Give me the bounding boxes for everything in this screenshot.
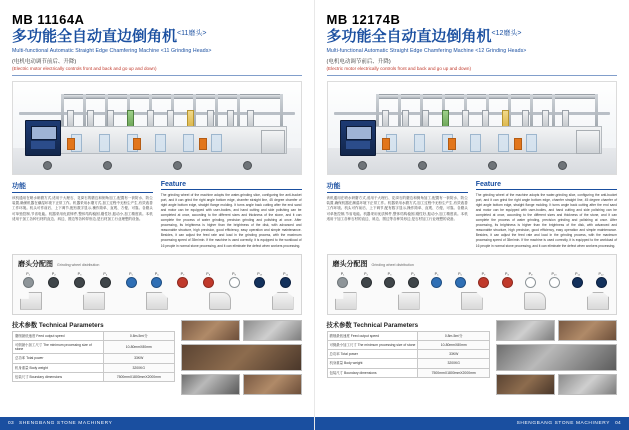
ghd-label: P₁₀ bbox=[551, 271, 557, 276]
feature-column-cn bbox=[12, 181, 153, 249]
stone-sample-gallery bbox=[496, 320, 617, 395]
edge-profile-icon bbox=[335, 292, 357, 310]
stone-sample-gallery bbox=[181, 320, 302, 395]
ghd-label: P₃ bbox=[387, 271, 392, 276]
ghd-item bbox=[278, 272, 294, 288]
stone-sample bbox=[181, 320, 240, 341]
table-row bbox=[13, 372, 175, 381]
feature-column-en bbox=[161, 181, 302, 249]
ghd-label: P₆ bbox=[154, 271, 159, 276]
ghd-label: P₉ bbox=[528, 271, 533, 276]
grinding-wheel-icon bbox=[151, 277, 162, 288]
grinding-wheel-icon bbox=[280, 277, 291, 288]
param-value: 33KW bbox=[418, 350, 489, 359]
ghd-title-cn: 磨头分配图 bbox=[332, 260, 368, 268]
grinding-wheel-icon bbox=[596, 277, 607, 288]
edge-profile-samples bbox=[333, 292, 612, 310]
grinding-wheel-icon bbox=[361, 277, 372, 288]
ghd-item bbox=[175, 272, 191, 288]
param-value: 0.8m-5m/分 bbox=[418, 331, 489, 340]
stone-sample bbox=[496, 344, 617, 371]
ghd-label: P₁₀ bbox=[257, 271, 263, 276]
parameters-title: 技术参数 Technical Parameters bbox=[326, 321, 419, 329]
page-title-heads: <12磨头> bbox=[491, 30, 522, 37]
param-value: 0.8m-5m/分 bbox=[103, 331, 174, 340]
stone-sample bbox=[558, 320, 617, 341]
grinding-head-distribution bbox=[327, 254, 618, 315]
ghd-label: P₂ bbox=[364, 271, 368, 276]
ghd-wheel-row bbox=[18, 272, 296, 288]
parameters-section bbox=[327, 320, 618, 395]
table-row bbox=[327, 350, 489, 359]
edge-profile-icon bbox=[461, 292, 483, 310]
parameters-table bbox=[12, 331, 175, 383]
table-row bbox=[327, 340, 489, 349]
param-value: 10-80mmX80mm bbox=[418, 340, 489, 349]
ghd-item bbox=[46, 272, 62, 288]
ghd-label: P₁ bbox=[26, 271, 30, 276]
table-row bbox=[327, 359, 489, 368]
grinding-wheel-icon bbox=[478, 277, 489, 288]
param-key: 磨削最低速度 Feed output speed bbox=[13, 331, 104, 340]
subtitle-cn: (电机电动调节前后、升降) bbox=[12, 58, 77, 65]
edge-profile-samples bbox=[18, 292, 296, 310]
grinding-wheel-icon bbox=[100, 277, 111, 288]
ghd-item bbox=[226, 272, 242, 288]
feature-section bbox=[12, 181, 302, 249]
subtitle-en: (Electric motor electrically controls front and back and go up and down) bbox=[326, 65, 472, 71]
grinding-wheel-icon bbox=[23, 277, 34, 288]
param-value: 10-80mmX80mm bbox=[103, 340, 174, 354]
grinding-wheel-icon bbox=[431, 277, 442, 288]
ghd-label: P₃ bbox=[77, 271, 82, 276]
param-key: 磨削最低速度 Feed output speed bbox=[327, 331, 418, 340]
edge-profile-icon bbox=[524, 292, 546, 310]
grinding-wheel-icon bbox=[408, 277, 419, 288]
stone-sample bbox=[496, 374, 555, 395]
divider bbox=[12, 75, 302, 76]
edge-profile-icon bbox=[209, 292, 231, 310]
param-value: 7500mmX1800mmX2000mm bbox=[103, 372, 174, 381]
param-value: 3200KG bbox=[103, 363, 174, 372]
feature-body-cn: 该机通用在喷水研磨方式,适用于大理石、花岗石的磨边和倒角加工,配置有一套防水、防尘装置,确保机器在潮湿环境下正常工作。机器采用水磨方式,加工过程中无粉尘产生,有效改善工作环境。机头可作前后、上下调节,配有数字显示,操作简单、直观、方便、可靠。各磨头可单独控制,节省电能。机器采用优质铸件,整体结构稳固,刚性好,振动小,加工精度高。本机适用于加工各种石材的直边、斜边、圆边等各种异形边,是石材加工行业理想的设备。 bbox=[12, 195, 153, 222]
page-title bbox=[327, 29, 618, 46]
ghd-label: P₁₂ bbox=[598, 271, 604, 276]
grinding-wheel-icon bbox=[384, 277, 395, 288]
feature-title-en: Feature bbox=[476, 181, 617, 190]
edge-profile-icon bbox=[83, 292, 105, 310]
model-number: MB 12174B bbox=[326, 12, 401, 27]
ghd-item bbox=[452, 272, 468, 288]
catalog-page-right bbox=[315, 0, 629, 430]
page-title-cn: 多功能全自动直边倒角机 bbox=[326, 28, 492, 45]
grinding-wheel-icon bbox=[572, 277, 583, 288]
grinding-wheel-icon bbox=[254, 277, 265, 288]
grinding-wheel-icon bbox=[455, 277, 466, 288]
ghd-item bbox=[593, 272, 609, 288]
grinding-wheel-icon bbox=[177, 277, 188, 288]
grinding-wheel-icon bbox=[126, 277, 137, 288]
grinding-head-distribution bbox=[12, 254, 302, 315]
stone-sample bbox=[181, 344, 302, 371]
footer-left bbox=[0, 417, 314, 430]
param-key: 机身重量 Body weight bbox=[327, 359, 418, 368]
ghd-label: P₁₁ bbox=[283, 271, 288, 276]
feature-title-cn: 功能 bbox=[12, 181, 153, 193]
photo-water-tank bbox=[576, 130, 600, 154]
ghd-label: P₈ bbox=[505, 271, 509, 276]
company-name: SHENGBANG STONE MACHINERY bbox=[516, 421, 611, 426]
ghd-item bbox=[358, 272, 374, 288]
table-row bbox=[327, 331, 489, 340]
grinding-wheel-icon bbox=[74, 277, 85, 288]
page-number: 04 bbox=[615, 421, 621, 426]
page-number: 03 bbox=[8, 421, 14, 426]
param-key: 可倒最小加工尺寸 The minimum processing size of stone bbox=[327, 340, 418, 349]
machine-photo bbox=[12, 81, 302, 175]
footer-right bbox=[315, 417, 629, 430]
grinding-wheel-icon bbox=[549, 277, 560, 288]
ghd-label: P₆ bbox=[458, 271, 462, 276]
feature-column-en bbox=[476, 181, 617, 249]
ghd-item bbox=[429, 272, 445, 288]
photo-water-tank bbox=[261, 130, 285, 154]
ghd-label: P₅ bbox=[434, 271, 439, 276]
feature-column-cn bbox=[327, 181, 468, 249]
parameters-title: 技术参数 Technical Parameters bbox=[12, 321, 104, 329]
ghd-label: P₄ bbox=[103, 271, 108, 276]
table-row bbox=[13, 340, 175, 354]
feature-body-cn: 该机通用在喷水研磨方式,适用于大理石、花岗石的磨边和倒角加工,配置有一套防水、防尘装置,确保机器在潮湿环境下正常工作。机器采用水磨方式,加工过程中无粉尘产生,有效改善工作环境。机头可作前后、上下调节,配有数字显示,操作简单、直观、方便、可靠。各磨头可单独控制,节省电能。机器采用优质铸件,整体结构稳固,刚性好,振动小,加工精度高。本机适用于加工各种石材的直边、斜边、圆边等各种异形边,是石材加工行业理想的设备。 bbox=[326, 195, 468, 222]
parameters-section bbox=[12, 320, 302, 395]
subtitle-cn: (电机电动调节前后、升降) bbox=[326, 58, 391, 65]
param-key: 可倒最小加工尺寸 The minimum processing size of stone bbox=[13, 340, 104, 354]
edge-profile-icon bbox=[272, 292, 294, 310]
ghd-item bbox=[523, 272, 539, 288]
ghd-item bbox=[72, 272, 88, 288]
stone-sample bbox=[496, 320, 555, 341]
stone-sample bbox=[243, 374, 302, 395]
company-name: SHENGBANG STONE MACHINERY bbox=[18, 421, 113, 426]
ghd-label: P₁ bbox=[340, 271, 345, 276]
param-key: 总功率 Total power bbox=[327, 350, 418, 359]
page-title-heads: <11磨头> bbox=[177, 30, 207, 37]
param-key: 总功率 Total power bbox=[13, 354, 104, 363]
stone-sample bbox=[181, 374, 240, 395]
ghd-item bbox=[149, 272, 165, 288]
ghd-title-en: Grinding wheel distribution bbox=[371, 262, 414, 267]
page-title-en: Multi-functional Automatic Straight Edge Chamfering Machine <11 Grinding Heads> bbox=[12, 47, 212, 54]
table-row bbox=[13, 354, 175, 363]
table-row bbox=[13, 331, 175, 340]
ghd-label: P₂ bbox=[51, 271, 56, 276]
ghd-label: P₇ bbox=[481, 271, 486, 276]
ghd-item bbox=[382, 272, 398, 288]
ghd-label: P₉ bbox=[232, 271, 236, 276]
ghd-item bbox=[200, 272, 216, 288]
ghd-item bbox=[335, 272, 351, 288]
divider bbox=[327, 75, 618, 76]
model-number: MB 11164A bbox=[12, 12, 85, 27]
feature-section bbox=[327, 181, 618, 249]
ghd-item bbox=[252, 272, 268, 288]
ghd-wheel-row bbox=[333, 272, 612, 288]
ghd-item bbox=[20, 272, 36, 288]
ghd-item bbox=[123, 272, 139, 288]
ghd-label: P₇ bbox=[180, 271, 185, 276]
param-value: 7500mmX1800mmX2000mm bbox=[418, 368, 489, 377]
feature-body-en: The grinding wheel of the machine adopts the water-grinding slice, configuring the anti-bucket port, and it can grind the right angle bottom edge, chamfer straight line, 45 degree chamfer of right angle bottom edge, straight flange molding. It turns angle back cutting after the end sand and motor can be equipped with user-bodies, and hand cutting and side polishing can be completed at once, according to the different sizes and thickness of the stone, and it can complete the process of water grinding, precision grinding and polishing at once. After processing, its brightness is higher than the brightness of the disk, with advanced and reasonable structure, high precision, good efficiency, easy operation and simple maintenance. Besides, it can adjust the feed rate and load in the grinding process, with the maximum processing speed of 35m/min. If the machine is used correctly, it is equipped to the workload of 16 people in normal stone processing, and it can eliminate the defect when workers processing. bbox=[160, 192, 302, 248]
feature-title-cn: 功能 bbox=[327, 181, 468, 193]
edge-profile-icon bbox=[587, 292, 609, 310]
photo-control-cabinet bbox=[25, 120, 61, 156]
page-title-en: Multi-functional Automatic Straight Edge Chamfering Machine <12 Grinding Heads> bbox=[326, 47, 527, 54]
ghd-item bbox=[97, 272, 113, 288]
ghd-item bbox=[570, 272, 586, 288]
page-title bbox=[12, 29, 302, 46]
stone-sample bbox=[558, 374, 617, 395]
ghd-item bbox=[405, 272, 421, 288]
edge-profile-icon bbox=[146, 292, 168, 310]
grinding-wheel-icon bbox=[203, 277, 214, 288]
stone-sample bbox=[243, 320, 302, 341]
ghd-title-cn: 磨头分配图 bbox=[18, 260, 53, 268]
table-row bbox=[327, 368, 489, 377]
param-value: 33KW bbox=[103, 354, 174, 363]
param-value: 3200KG bbox=[418, 359, 489, 368]
photo-control-cabinet bbox=[340, 120, 376, 156]
edge-profile-icon bbox=[20, 292, 42, 310]
page-title-cn: 多功能全自动直边倒角机 bbox=[12, 28, 178, 45]
subtitle-en: (Electric motor electrically controls front and back and go up and down) bbox=[12, 65, 157, 71]
param-key: 机身重量 Body weight bbox=[13, 363, 104, 372]
ghd-title-en: Grinding wheel distribution bbox=[57, 262, 100, 267]
grinding-wheel-icon bbox=[48, 277, 59, 288]
param-key: 包装尺寸 Boundary dimensions bbox=[13, 372, 104, 381]
ghd-label: P₁₁ bbox=[575, 271, 580, 276]
ghd-item bbox=[499, 272, 515, 288]
parameters-table bbox=[327, 331, 490, 378]
machine-photo bbox=[327, 81, 618, 175]
table-row bbox=[13, 363, 175, 372]
ghd-label: P₄ bbox=[411, 271, 415, 276]
param-key: 包装尺寸 Boundary dimensions bbox=[327, 368, 418, 377]
grinding-wheel-icon bbox=[525, 277, 536, 288]
edge-profile-icon bbox=[398, 292, 420, 310]
ghd-label: P₅ bbox=[129, 271, 133, 276]
ghd-item bbox=[546, 272, 562, 288]
ghd-item bbox=[476, 272, 492, 288]
ghd-label: P₈ bbox=[206, 271, 211, 276]
grinding-wheel-icon bbox=[229, 277, 240, 288]
grinding-wheel-icon bbox=[502, 277, 513, 288]
grinding-wheel-icon bbox=[337, 277, 348, 288]
feature-body-en: The grinding wheel of the machine adopts the water-grinding slice, configuring the anti-bucket port, and it can grind the right angle bottom edge, chamfer straight line, 45 degree chamfer of right angle bottom edge, straight flange molding. It turns angle back cutting after the end sand and motor can be equipped with user-bodies, and hand cutting and side polishing can be completed at once, according to the different sizes and thickness of the stone, and it can complete the process of water grinding, precision grinding and polishing at once. After processing, its brightness is higher than the brightness of the disk, with advanced and reasonable structure, high precision, good efficiency, easy operation and simple maintenance. Besides, it can adjust the feed rate and load in the grinding process, with the maximum processing speed of 35m/min. If the machine is used correctly, it is equipped to the workload of 16 people in normal stone processing, and it can eliminate the defect when workers processing. bbox=[475, 192, 617, 248]
feature-title-en: Feature bbox=[161, 181, 302, 190]
